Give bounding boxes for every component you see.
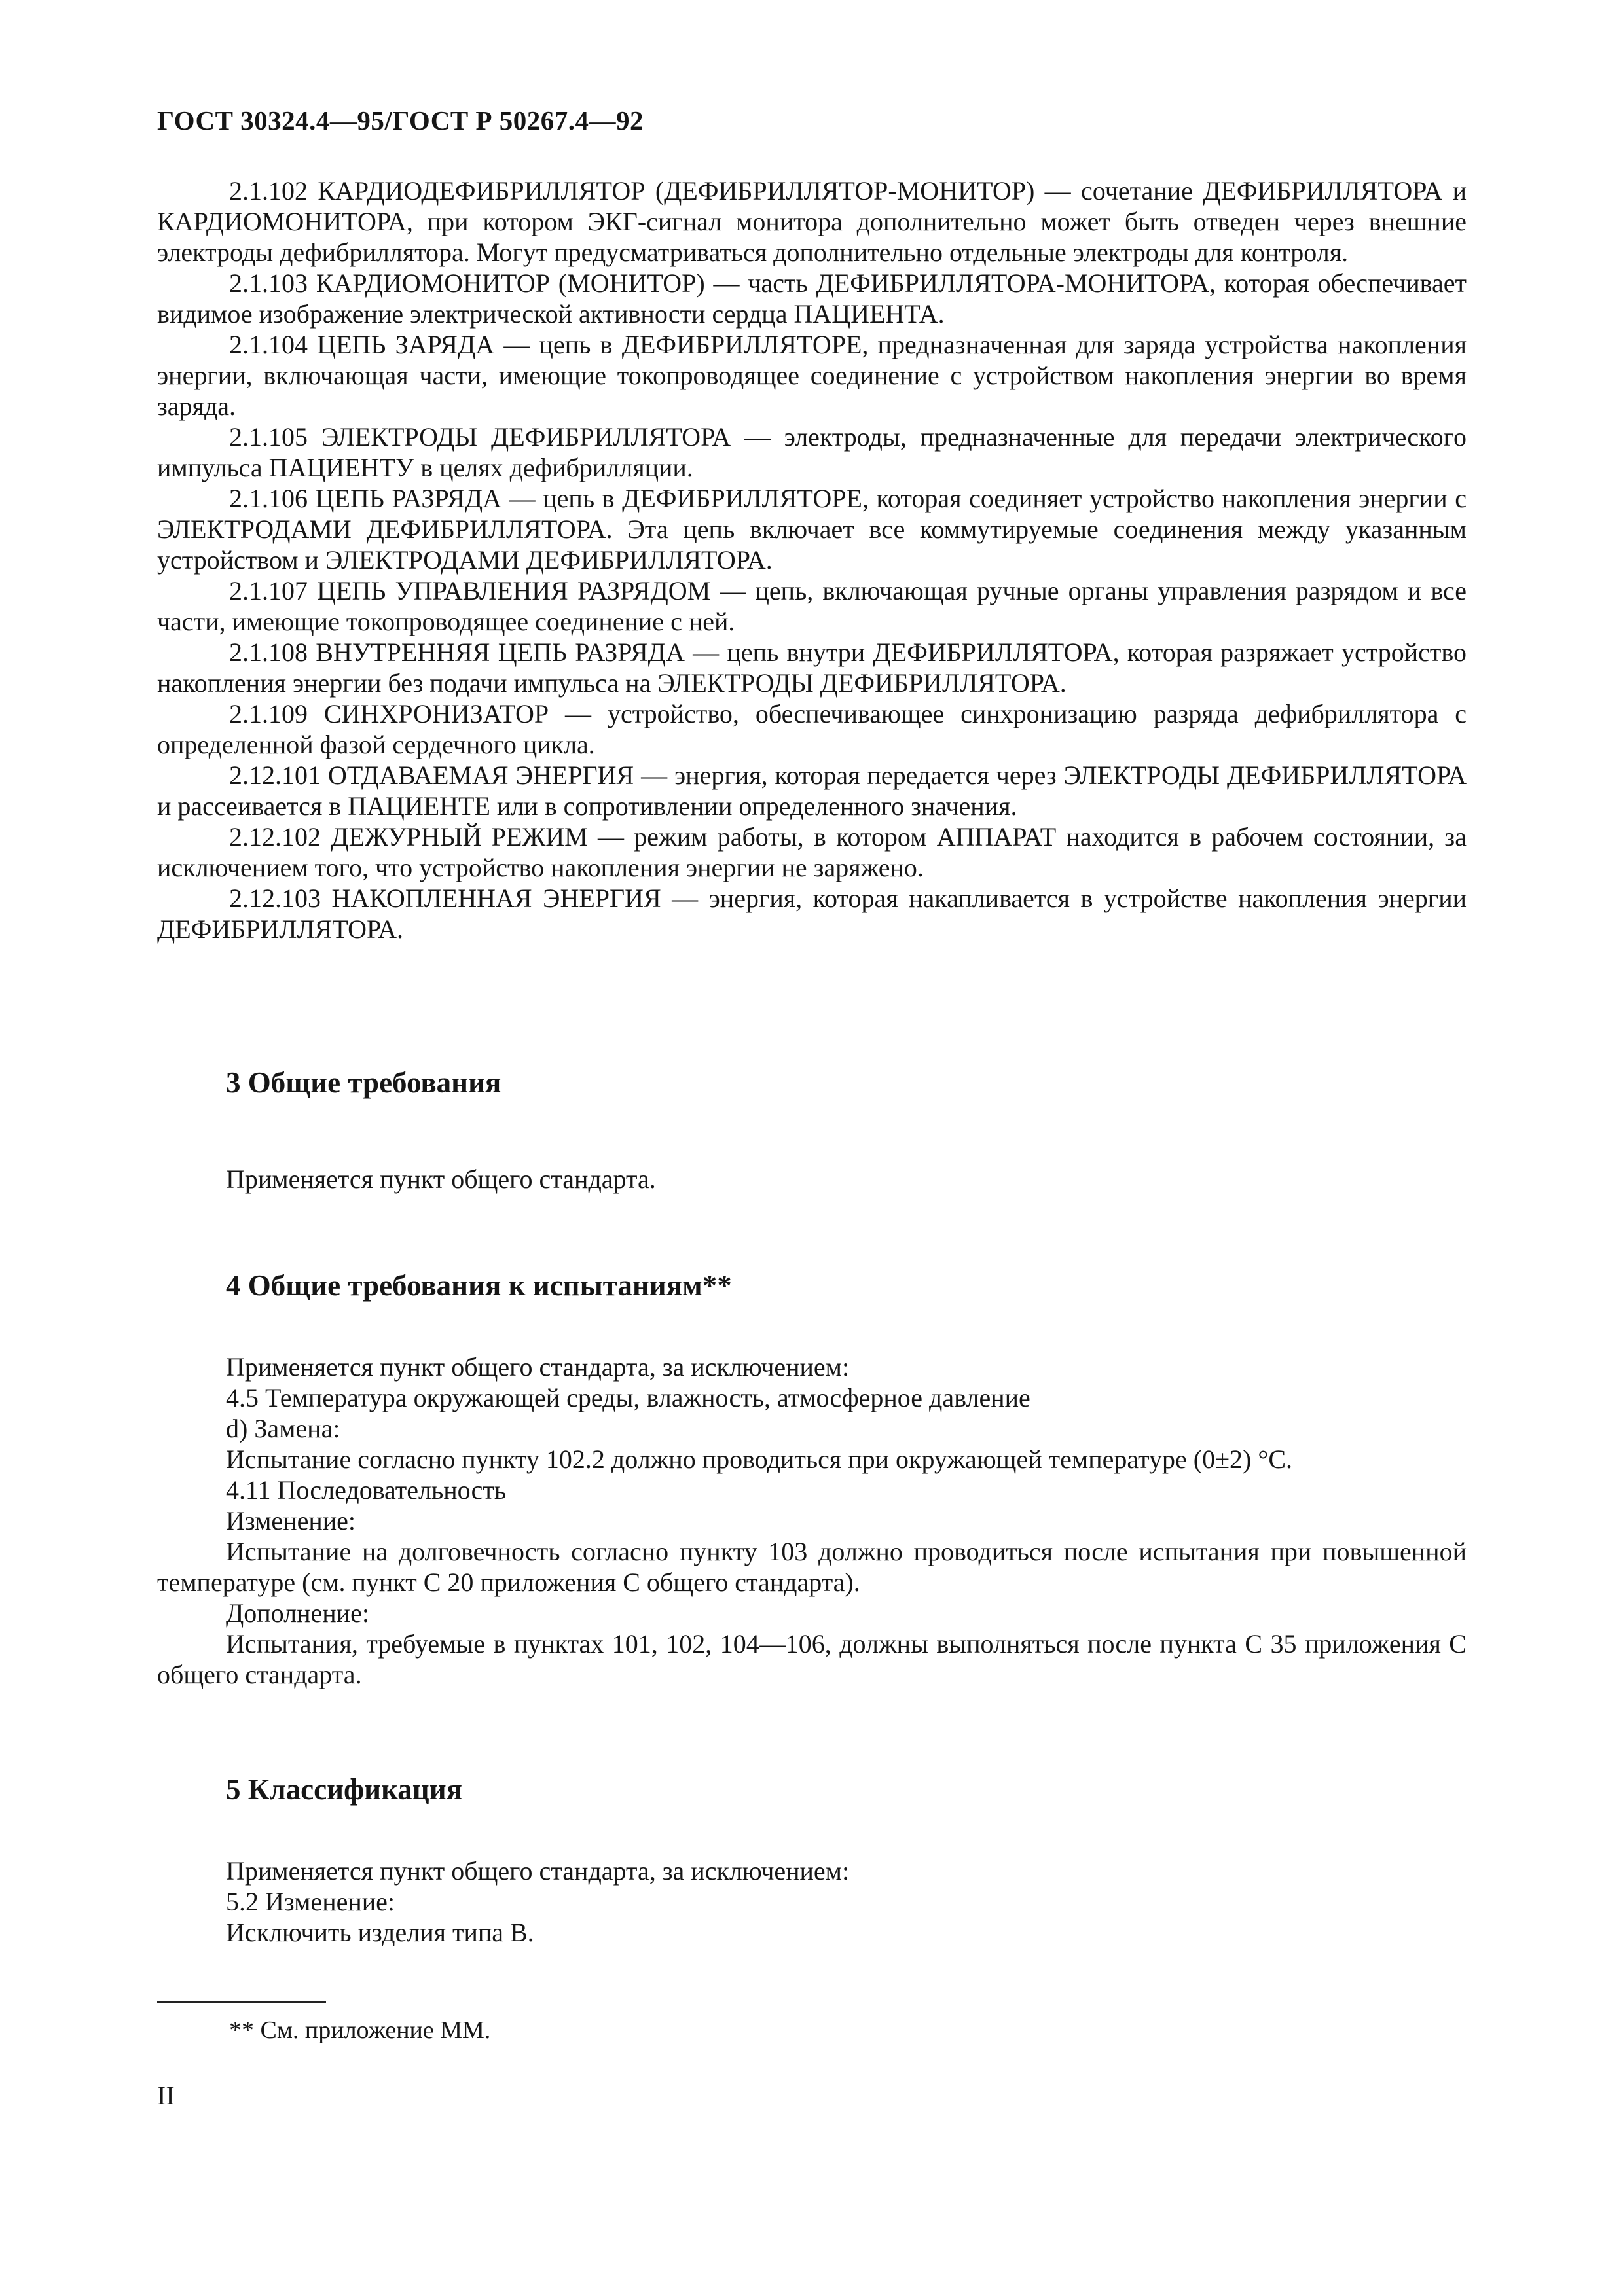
section-4-line: Испытания, требуемые в пунктах 101, 102, 104—106, должны выполняться после пункта С 35 приложения С общего стандарта.	[157, 1629, 1467, 1689]
definition-2-12-103: 2.12.103 НАКОПЛЕННАЯ ЭНЕРГИЯ — энергия, которая накапливается в устройстве накопления энергии ДЕФИБРИЛЛЯТОРА.	[157, 884, 1467, 944]
definition-2-1-107: 2.1.107 ЦЕПЬ УПРАВЛЕНИЯ РАЗРЯДОМ — цепь, включающая ручные органы управления разрядом и все части, имеющие токопроводящее соединение с ней.	[157, 576, 1467, 636]
section-4-line: Дополнение:	[226, 1598, 369, 1628]
section-5-title: 5 Классификация	[226, 1773, 463, 1806]
section-4-body	[157, 1352, 1467, 1690]
definition-2-12-102: 2.12.102 ДЕЖУРНЫЙ РЕЖИМ — режим работы, в котором АППАРАТ находится в рабочем состоянии, за исключением того, что устройство накопления энергии не заряжено.	[157, 822, 1467, 882]
section-4-line: 4.11 Последовательность	[226, 1475, 507, 1505]
definition-2-1-108: 2.1.108 ВНУТРЕННЯЯ ЦЕПЬ РАЗРЯДА — цепь внутри ДЕФИБРИЛЛЯТОРА, которая разряжает устройство накопления энергии без подачи импульса на ЭЛЕКТРОДЫ ДЕФИБРИЛЛЯТОРА.	[157, 637, 1467, 698]
section-4-line: Применяется пункт общего стандарта, за исключением:	[226, 1352, 850, 1382]
document-header: ГОСТ 30324.4—95/ГОСТ Р 50267.4—92	[157, 105, 644, 135]
definition-2-12-101: 2.12.101 ОТДАВАЕМАЯ ЭНЕРГИЯ — энергия, которая передается через ЭЛЕКТРОДЫ ДЕФИБРИЛЛЯТОРА и рассеивается в ПАЦИЕНТЕ или в сопротивлении определенного значения.	[157, 761, 1467, 821]
section-5-line: Применяется пункт общего стандарта, за исключением:	[226, 1856, 850, 1886]
definition-2-1-103: 2.1.103 КАРДИОМОНИТОР (МОНИТОР) — часть ДЕФИБРИЛЛЯТОРА-МОНИТОРА, которая обеспечивает видимое изображение электрической активности сердца ПАЦИЕНТА.	[157, 268, 1467, 329]
section-4-line: 4.5 Температура окружающей среды, влажность, атмосферное давление	[226, 1383, 1030, 1412]
definitions-block	[157, 175, 1467, 944]
section-5-line: 5.2 Изменение:	[226, 1887, 395, 1916]
definition-2-1-104: 2.1.104 ЦЕПЬ ЗАРЯДА — цепь в ДЕФИБРИЛЛЯТОРЕ, предназначенная для заряда устройства накопления энергии, включающая части, имеющие токопроводящее соединение с устройством накопления энергии во время заряда.	[157, 330, 1467, 421]
section-5-body	[157, 1856, 1467, 1948]
definition-2-1-102: 2.1.102 КАРДИОДЕФИБРИЛЛЯТОР (ДЕФИБРИЛЛЯТОР-МОНИТОР) — сочетание ДЕФИБРИЛЛЯТОРА и КАРДИОМОНИТОРА, при котором ЭКГ-сигнал монитора дополнительно может быть отведен через внешние электроды дефибриллятора. Могут предусматриваться дополнительно отдельные электроды для контроля.	[157, 176, 1467, 267]
definition-2-1-105: 2.1.105 ЭЛЕКТРОДЫ ДЕФИБРИЛЛЯТОРА — электроды, предназначенные для передачи электрического импульса ПАЦИЕНТУ в целях дефибрилляции.	[157, 422, 1467, 482]
section-5-line: Исключить изделия типа В.	[226, 1918, 534, 1947]
section-3-title: 3 Общие требования	[226, 1066, 501, 1099]
section-3-body	[157, 1164, 1467, 1194]
section-4-line: Испытание согласно пункту 102.2 должно проводиться при окружающей температуре (0±2) °С.	[226, 1444, 1293, 1474]
section-3-line: Применяется пункт общего стандарта.	[226, 1164, 656, 1194]
section-4-line: d) Замена:	[226, 1414, 340, 1443]
definition-2-1-106: 2.1.106 ЦЕПЬ РАЗРЯДА — цепь в ДЕФИБРИЛЛЯТОРЕ, которая соединяет устройство накопления энергии с ЭЛЕКТРОДАМИ ДЕФИБРИЛЛЯТОРА. Эта цепь включает все коммутируемые соединения между указанным устройством и ЭЛЕКТРОДАМИ ДЕФИБРИЛЛЯТОРА.	[157, 484, 1467, 575]
footnote-divider	[157, 2001, 326, 2003]
page-number: II	[157, 2081, 175, 2110]
section-4-line: Испытание на долговечность согласно пункту 103 должно проводиться после испытания при повышенной температуре (см. пункт С 20 приложения С общего стандарта).	[157, 1537, 1467, 1597]
section-4-line: Изменение:	[226, 1506, 356, 1535]
definition-2-1-109: 2.1.109 СИНХРОНИЗАТОР — устройство, обеспечивающее синхронизацию разряда дефибриллятора с определенной фазой сердечного цикла.	[157, 699, 1467, 759]
footnote: ** См. приложение ММ.	[229, 2017, 491, 2044]
section-4-title: 4 Общие требования к испытаниям**	[226, 1269, 732, 1302]
